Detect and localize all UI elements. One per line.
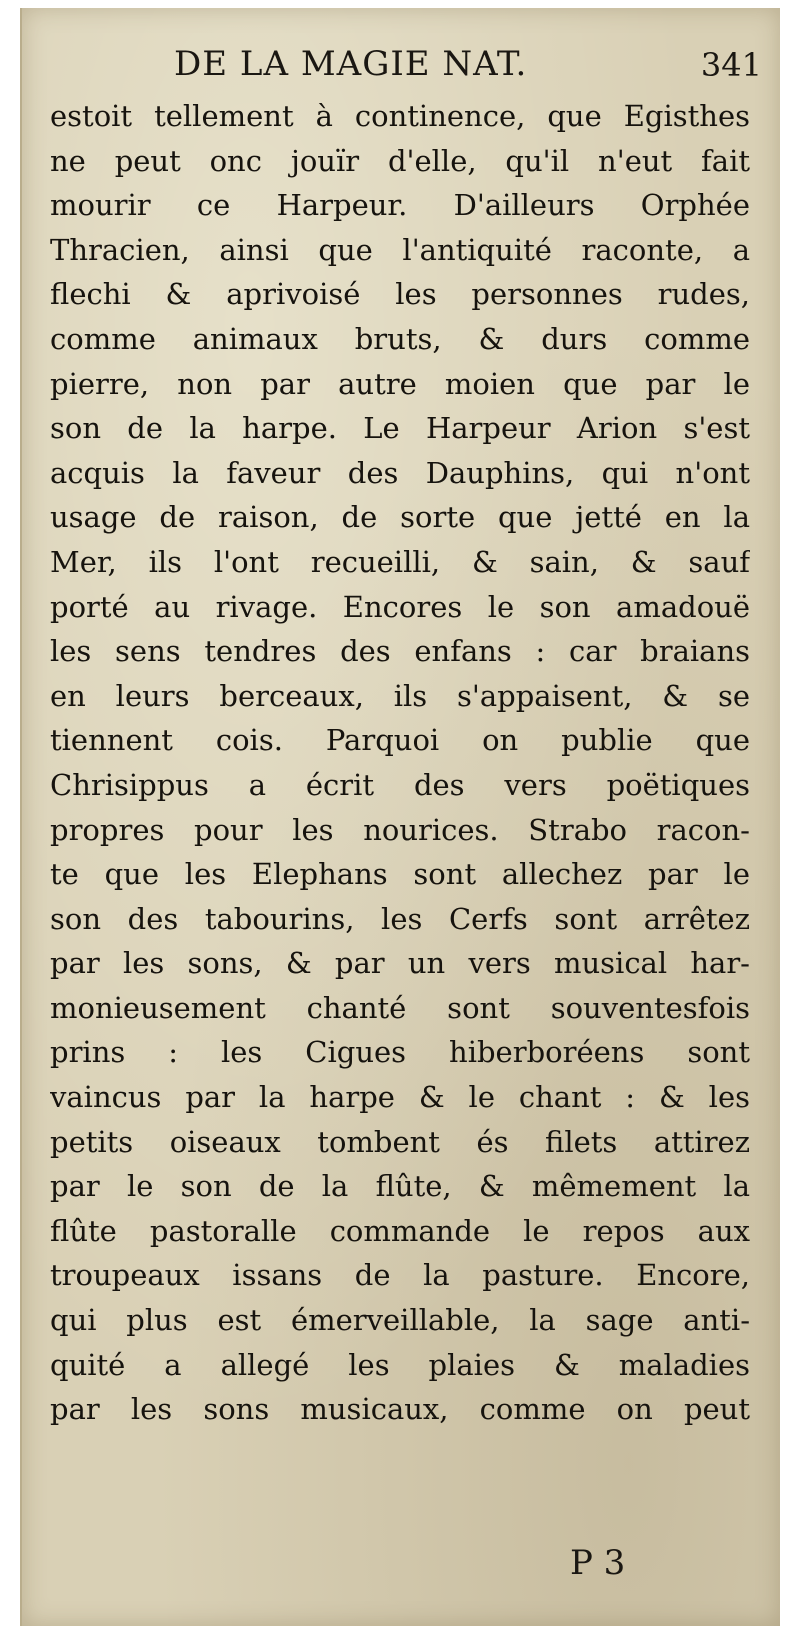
text-line: son de la harpe. Le Harpeur Arion s'est <box>50 411 750 446</box>
text-line: par le son de la flûte, & mêmement la <box>50 1169 750 1204</box>
text-line: usage de raison, de sorte que jetté en la <box>50 500 750 535</box>
text-line: troupeaux issans de la pasture. Encore, <box>50 1258 750 1293</box>
running-title: DE LA MAGIE NAT. <box>174 44 528 84</box>
page-header <box>22 44 782 94</box>
text-line: te que les Elephans sont allechez par le <box>50 857 750 892</box>
text-line: par les sons musicaux, comme on peut <box>50 1392 750 1427</box>
text-line: comme animaux bruts, & durs comme <box>50 321 750 356</box>
text-line: propres pour les nourices. Strabo racon- <box>50 812 750 847</box>
text-line: les sens tendres des enfans : car braians <box>50 634 750 669</box>
text-line: flechi & aprivoisé les personnes rudes, <box>50 277 750 312</box>
text-line: qui plus est émerveillable, la sage anti- <box>50 1303 750 1338</box>
text-line: par les sons, & par un vers musical har- <box>50 946 750 981</box>
text-line: vaincus par la harpe & le chant : & les <box>50 1080 750 1115</box>
text-line: ne peut onc jouïr d'elle, qu'il n'eut fait <box>50 143 750 178</box>
text-line: son des tabourins, les Cerfs sont arrêtez <box>50 901 750 936</box>
text-line: acquis la faveur des Dauphins, qui n'ont <box>50 455 750 490</box>
text-line: tiennent cois. Parquoi on publie que <box>50 723 750 758</box>
page-number: 341 <box>700 46 762 84</box>
signature-mark: P 3 <box>570 1543 626 1583</box>
text-line: monieusement chanté sont souventesfois <box>50 990 750 1025</box>
text-line: estoit tellement à continence, que Egisthes <box>50 99 750 133</box>
book-page <box>20 8 780 1626</box>
text-line: Chrisippus a écrit des vers poëtiques <box>50 767 750 802</box>
text-line: Thracien, ainsi que l'antiquité raconte, a <box>50 232 750 267</box>
body-text <box>50 94 750 1432</box>
text-line: porté au rivage. Encores le son amadouë <box>50 589 750 624</box>
text-line: Mer, ils l'ont recueilli, & sain, & sauf <box>50 544 750 579</box>
text-line: quité a allegé les plaies & maladies <box>50 1347 750 1382</box>
text-line: flûte pastoralle commande le repos aux <box>50 1213 750 1248</box>
text-line: en leurs berceaux, ils s'appaisent, & se <box>50 678 750 713</box>
text-line: prins : les Cigues hiberboréens sont <box>50 1035 750 1070</box>
text-line: petits oiseaux tombent és filets attirez <box>50 1124 750 1159</box>
text-line: mourir ce Harpeur. D'ailleurs Orphée <box>50 188 750 223</box>
text-line: pierre, non par autre moien que par le <box>50 366 750 401</box>
